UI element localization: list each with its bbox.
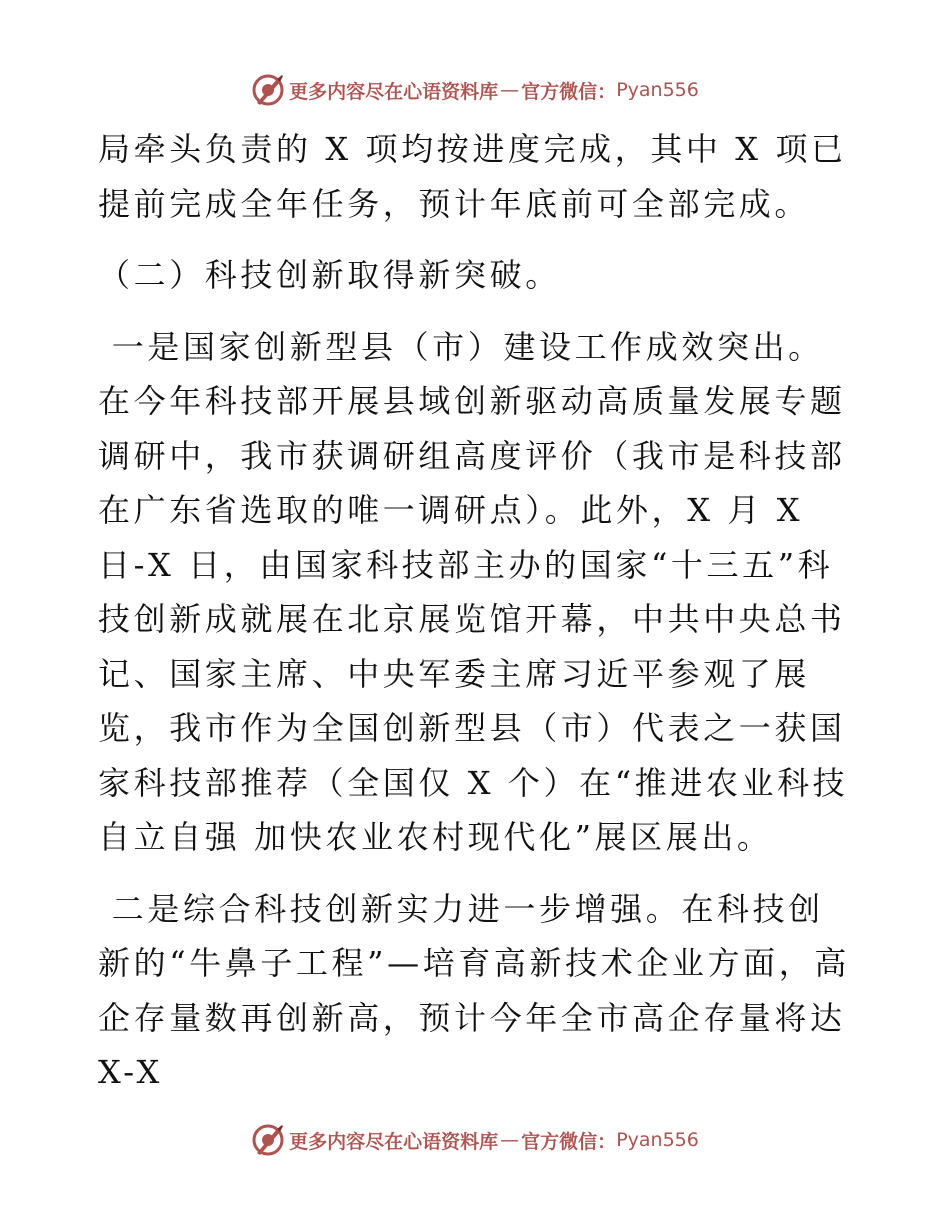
paragraph-innovation-county: 一是国家创新型县（市）建设工作成效突出。在今年科技部开展县域创新驱动高质量发展专题调研中，我市获调研组高度评价（我市是科技部在广东省选取的唯一调研点）。此外，X 月 X 日-X 日，由国家科技部主办的国家“十三五”科技创新成就展在北京展览馆开幕，中共中央总书记、国家主席、中央军委主席习近平参观了展览，我市作为全国创新型县（市）代表之一获国家科技部推荐（全国仅 X 个）在“推进农业科技自立自强 加快农业农村现代化”展区展出。 (98, 327, 849, 856)
footer-watermark (0, 1120, 950, 1160)
watermark-label: 官方微信： (521, 80, 617, 103)
paragraph-tech-strength: 二是综合科技创新实力进一步增强。在科技创新的“牛鼻子工程”—培育高新技术企业方面，高企存量数再创新高，预计今年全市高企存量将达 X-X (98, 889, 860, 1091)
watermark-label: 官方微信： (521, 1130, 617, 1153)
watermark-text: 更多内容尽在心语资料库 (289, 80, 499, 103)
header-watermark (0, 70, 950, 110)
paragraph-continuation: 局牵头负责的 X 项均按进度完成，其中 X 项已提前完成全年任务，预计年底前可全部完成。 (98, 130, 847, 223)
watermark-account: Pyan556 (616, 1129, 699, 1151)
pen-logo-icon (251, 1123, 285, 1157)
watermark-dash: — (500, 1129, 520, 1151)
document-body (98, 122, 858, 1100)
watermark-dash: — (500, 79, 520, 101)
pen-logo-icon (251, 73, 285, 107)
watermark-account: Pyan556 (616, 79, 699, 101)
section-heading: （二）科技创新取得新突破。 (98, 256, 561, 294)
watermark-text: 更多内容尽在心语资料库 (289, 1130, 499, 1153)
